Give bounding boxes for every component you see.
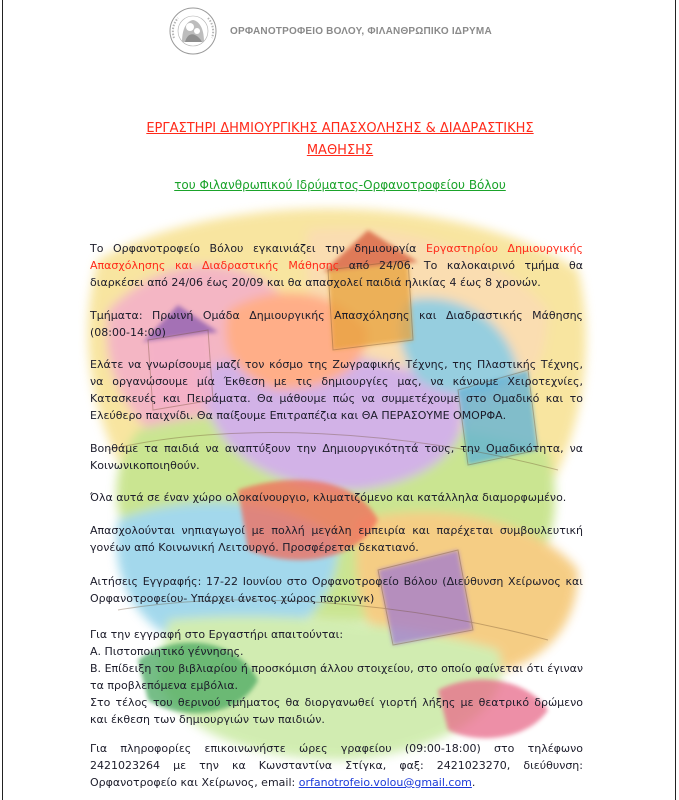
sections-paragraph [90, 307, 583, 341]
staff-paragraph [90, 522, 583, 556]
organization-name: ΟΡΦΑΝΟΤΡΟΦΕΙΟ ΒΟΛΟΥ, ΦΙΛΑΝΘΡΩΠΙΚΟ ΙΔΡΥΜΑ [230, 26, 492, 37]
intro-paragraph [90, 240, 583, 291]
space-paragraph [90, 489, 583, 506]
email-link[interactable]: orfanotrofeio.volou@gmail.com [298, 776, 472, 789]
intro-highlight: Εργαστηρίου Δημιουργικής Απασχόλησης και Διαδραστικής Μάθησης [90, 242, 583, 272]
requirement-b: Β. Επίδειξη του βιβλιαρίου ή προσκόμιση άλλου στοιχείου, στο οποίο φαίνεται ότι έγιναν τα προβλεπόμενα εμβόλια. [90, 662, 583, 692]
letterhead [168, 6, 608, 56]
document-title [80, 118, 600, 162]
intro-text-start: Το Ορφανοτροφείο Βόλου εγκαινιάζει την δημιουργία [90, 242, 426, 255]
contact-end: . [471, 776, 476, 789]
contact-text: Για πληροφορίες επικοινωνήστε ώρες γραφείου (09:00-18:00) στο τηλέφωνο 2421023264 με την κα Κωνσταντίνα Στίγκα, φαξ: 2421023270, διεύθυνση: Ορφανοτροφείο και Χείρωνος, email: [90, 742, 583, 789]
activities-paragraph [90, 356, 583, 424]
closing-text: Στο τέλος του θερινού τμήματος θα διοργανωθεί γιορτή λήξης με θεατρικό δρώμενο και έκθεση των δημιουργιών των παιδιών. [90, 696, 583, 726]
document-subtitle: του Φιλανθρωπικού Ιδρύματος-Ορφανοτροφείου Βόλου [174, 178, 506, 192]
activities-text: Ελάτε να γνωρίσουμε μαζί τον κόσμο της Ζωγραφικής Τέχνης, της Πλαστικής Τέχνης, να οργανώσουμε μία Έκθεση με τις δημιουργίες μας, να κάνουμε Χειροτεχνίες, Κατασκευές και Πειράματα. Θα μάθουμε πώς να συμμετέχουμε στο Ομαδικό και το Ελεύθερο παιχνίδι. Θα παίξουμε Επιτραπέζια και ΘΑ ΠΕΡΑΣΟΥΜΕ ΟΜΟΡΦΑ. [90, 358, 583, 422]
requirement-a: Α. Πιστοποιητικό γέννησης. [90, 645, 244, 658]
page-border-left [2, 0, 3, 800]
contact-paragraph [90, 740, 583, 791]
applications-text: Αιτήσεις Εγγραφής: 17-22 Ιουνίου στο Ορφανοτροφείο Βόλου (Διεύθυνση Χείρωνος και Ορφανοτροφείου- Υπάρχει άνετος χώρος παρκινγκ) [90, 575, 583, 605]
requirements-intro: Για την εγγραφή στο Εργαστήρι απαιτούνται: [90, 628, 344, 641]
space-text: Όλα αυτά σε έναν χώρο ολοκαίνουργιο, κλιματιζόμενο και κατάλληλα διαμορφωμένο. [90, 491, 567, 504]
help-paragraph [90, 440, 583, 474]
requirements-block [90, 626, 583, 728]
intro-text-end: από 24/06. Το καλοκαιρινό τμήμα θα διαρκέσει από 24/06 έως 20/09 και θα απασχολεί παιδιά ηλικίας 4 έως 8 χρονών. [90, 259, 583, 289]
applications-paragraph [90, 573, 583, 607]
help-text: Βοηθάμε τα παιδιά να αναπτύξουν την Δημιουργικότητά τους, την Ομαδικότητα, να Κοινωνικοποιηθούν. [90, 442, 583, 472]
staff-text: Απασχολούνται νηπιαγωγοί με πολλή μεγάλη εμπειρία και παρέχεται συμβουλευτική γονέων από Κοινωνική Λειτουργό. Προσφέρεται δεκατιανό. [90, 524, 583, 554]
document-title-line-2: ΜΑΘΗΣΗΣ [306, 143, 374, 158]
orphanage-logo [168, 6, 218, 56]
document-title-line-1: ΕΡΓΑΣΤΗΡΙ ΔΗΜΙΟΥΡΓΙΚΗΣ ΑΠΑΣΧΟΛΗΣΗΣ & ΔΙΑΔΡΑΣΤΙΚΗΣ [146, 121, 534, 136]
sections-text: Τμήματα: Πρωινή Ομάδα Δημιουργικής Απασχόλησης και Διαδραστικής Μάθησης (08:00-14:00) [90, 309, 583, 339]
page-border-right [675, 0, 676, 800]
